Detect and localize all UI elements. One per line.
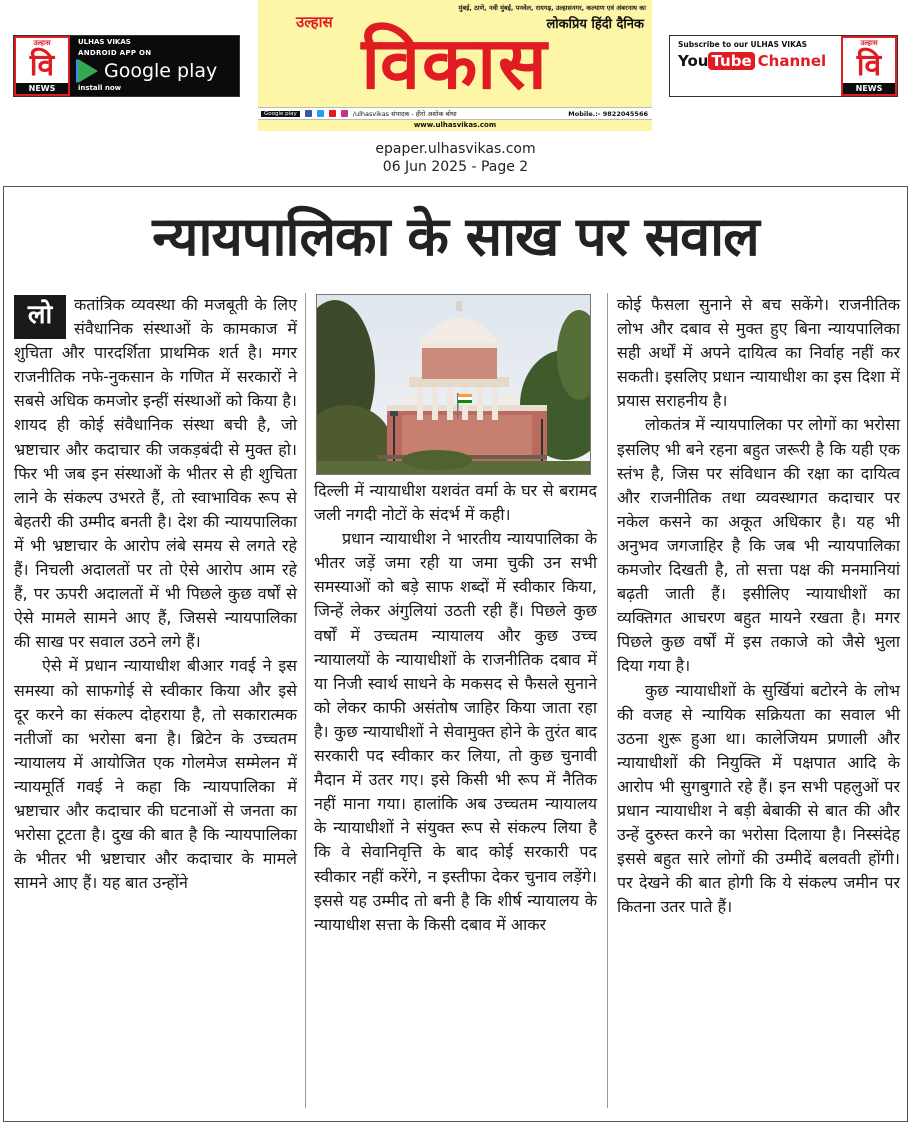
logo-glyph: वि (856, 47, 882, 83)
subscribe-label: Subscribe to our ULHAS VIKAS (678, 40, 808, 49)
paragraph: लोकतंत्र में न्यायपालिका पर लोगों का भरोसा इसलिए भी बने रहना बहुत जरूरी है कि यही एक स्तंभ है, जिस पर संविधान की रक्षा का दायित्व और राजनीतिक तथा व्यवस्थागत कदाचार पर नकेल कसने का अकूत अधिकार है। यह भी अनुभव जगजाहिर है कि जब भी न्यायपालिका कमजोर दिखती है, तो सत्ता पक्ष की मनमानियां बढ़ती जाती हैं। इसीलिए न्यायाधीशों का व्यक्तिगत आचरण बहुत मायने रखता है। मगर पिछले कुछ वर्षों में इस तकाजे को जैसे भुला दिया गया है। (617, 415, 900, 676)
edition-date-page: 06 Jun 2025 - Page 2 (382, 159, 529, 175)
paragraph: कुछ न्यायाधीशों के सुर्खियां बटोरने के लोभ की वजह से न्यायिक सक्रियता का सवाल भी उठना शुरू हुआ था। कालेजियम प्रणाली और न्यायाधीशों की नियुक्ति में पक्षपात आदि के आरोप भी सुगबुगाते रहे हैं। इन सभी पहलुओं पर प्रधान न्यायाधीश ने बड़ी बेबाकी से बात की और उन्हें दुरुस्त करने का भरोसा दिलाया है। निस्संदेह इससे बहुत सारे लोगों की उम्मीदें बलवती होंगी। पर देखने की बात होगी कि ये संकल्प जमीन पर कितना उतर पाते हैं। (617, 680, 900, 917)
article-column-3 (617, 293, 900, 919)
channel-label: Channel (757, 52, 827, 70)
ad-brand: ULHAS VIKAS (78, 38, 131, 46)
column-divider (607, 293, 608, 1108)
youtube-icon[interactable] (329, 110, 336, 117)
epaper-meta (0, 140, 911, 176)
article-headline: न्यायपालिका के साख पर सवाल (152, 205, 759, 268)
instagram-icon[interactable] (341, 110, 348, 117)
logo-news-label: NEWS (843, 83, 895, 94)
ulhas-vikas-news-logo-right (841, 36, 897, 96)
newspaper-masthead (258, 0, 652, 131)
coverage-cities: मुंबई, ठाणे, नवी मुंबई, पनवेल, रायगढ़, उल्हासनगर, कल्याण एवं अंबरनाथ का (458, 4, 646, 12)
ulhas-vikas-news-logo (14, 36, 70, 96)
paragraph: कोई फैसला सुनाने से बच सकेंगे। राजनीतिक लोभ और दबाव से मुक्त हुए बिना न्यायपालिका सही अर्थों में अपने दायित्व का निर्वाह नहीं कर सकती। इसलिए प्रधान न्यायाधीश का इस दिशा में प्रयास सराहनीय है। (617, 295, 900, 411)
paragraph: ऐसे में प्रधान न्यायाधीश बीआर गवई ने इस समस्या को साफगोई से स्वीकार किया और इसे दूर करने का संकल्प दोहराया है, तो सकारात्मक नतीजों का भरोसा बना है। ब्रिटेन के उच्चतम न्यायालय में आयोजित एक गोलमेज सम्मेलन में न्यायमूर्ति गवई ने कहा कि न्यायपालिका में भ्रष्टाचार और कदाचार की घटनाओं से जनता का भरोसा टूटता है। दुख की बात है कि न्यायपालिका के भीतर भी भ्रष्टाचार और कदाचार के मामले सामने आए हैं। यह बात उन्होंने (14, 656, 297, 893)
android-app-label: ANDROID APP ON (78, 49, 152, 57)
logo-small-text: उल्हास (33, 39, 51, 47)
epaper-site[interactable]: epaper.ulhasvikas.com (375, 141, 536, 157)
facebook-icon[interactable] (305, 110, 312, 117)
column-divider (305, 293, 306, 1108)
logo-small-text: उल्हास (860, 39, 878, 47)
logo-glyph: वि (29, 47, 55, 83)
google-play-badge[interactable] (70, 36, 239, 96)
article-column-2 (314, 293, 597, 937)
google-play-ad[interactable] (13, 35, 240, 97)
masthead-tagline: लोकप्रिय हिंदी दैनिक (546, 17, 644, 32)
masthead (0, 0, 911, 138)
twitter-icon[interactable] (317, 110, 324, 117)
masthead-info-bar (258, 107, 652, 120)
mobile-number: Mobile.:- 9822045566 (568, 109, 648, 118)
photo-caption-paragraph: दिल्ली में न्यायाधीश यशवंत वर्मा के घर से बरामद जली नगदी नोटों के संदर्भ में कही। (314, 481, 597, 525)
article-column-1 (14, 293, 297, 895)
social-handle-editor: /ulhasvikas संपादक - हीरो अशोक बोथा (352, 110, 457, 118)
install-now-label: install now (78, 84, 122, 92)
store-name: Google play (104, 60, 218, 82)
drop-cap: लो (14, 295, 66, 339)
masthead-title: विकास (361, 21, 549, 105)
masthead-ulhas: उल्हास (296, 13, 333, 31)
website-url[interactable]: www.ulhasvikas.com (413, 121, 497, 129)
google-play-mini-icon[interactable]: Google play (261, 111, 300, 117)
google-play-icon (78, 59, 98, 83)
logo-news-label: NEWS (16, 83, 68, 94)
youtube-you: You (678, 52, 709, 70)
youtube-tube-icon: Tube (708, 52, 754, 70)
paragraph: कतांत्रिक व्यवस्था की मजबूती के लिए संवैधानिक संस्थाओं के कामकाज में शुचिता और पारदर्शिता प्राथमिक शर्त है। मगर राजनीतिक नफे-नुकसान के गणित में सरकारों ने सबसे अधिक कमजोर इन्हीं संस्थाओं को किया है। शायद ही कोई संवैधानिक संस्था बची है, जो भ्रष्टाचार और कदाचार की जकड़बंदी से मुक्त हो। फिर भी जब इन संस्थाओं के भीतर से ही शुचिता लाने के संकल्प उभरते हैं, तो स्वाभाविक रूप से बेहतरी की उम्मीद बनती है। देश की न्यायपालिका में भी भ्रष्टाचार के आरोप लंबे समय से लगते रहे हैं। निचली अदालतों पर तो ऐसे आरोप आम रहे हैं, पर ऊपरी अदालतों में भी पिछले कुछ वर्षों से ऐसे मामले सामने आए हैं, जिससे न्यायपालिका की साख पर सवाल उठने लगे हैं। (14, 295, 297, 652)
youtube-channel-ad[interactable] (669, 35, 898, 97)
paragraph: प्रधान न्यायाधीश ने भारतीय न्यायपालिका के भीतर जड़ें जमा रही या जमा चुकी उन सभी समस्याओं को बड़े साफ शब्दों में स्वीकार किया, जिन्हें लेकर अंगुलियां उठती रही हैं। पिछले कुछ वर्षों में उच्चतम न्यायालय और कुछ उच्च न्यायालयों के न्यायाधीशों के राजनीतिक दबाव में या निजी स्वार्थ साधने के मकसद से फैसले सुनाने को लेकर काफी असंतोष जाहिर किया जाता रहा है। कुछ न्यायाधीशों ने सेवामुक्त होने के तुरंत बाद सरकारी पद स्वीकार कर लिया, तो कुछ चुनावी मैदान में उतर गए। इसे किसी भी रूप में नैतिक नहीं माना गया। हालांकि अब उच्चतम न्यायालय के न्यायाधीशों ने संयुक्त रूप से संकल्प लिया है कि वे सेवानिवृत्ति के बाद कोई सरकारी पद स्वीकार नहीं करेंगे, न इस्तीफा देकर चुनाव लड़ेंगे। इससे यह उम्मीद तो बनी है कि शीर्ष न्यायालय के न्यायाधीश सत्ता के किसी दबाव में आकर (314, 529, 597, 934)
